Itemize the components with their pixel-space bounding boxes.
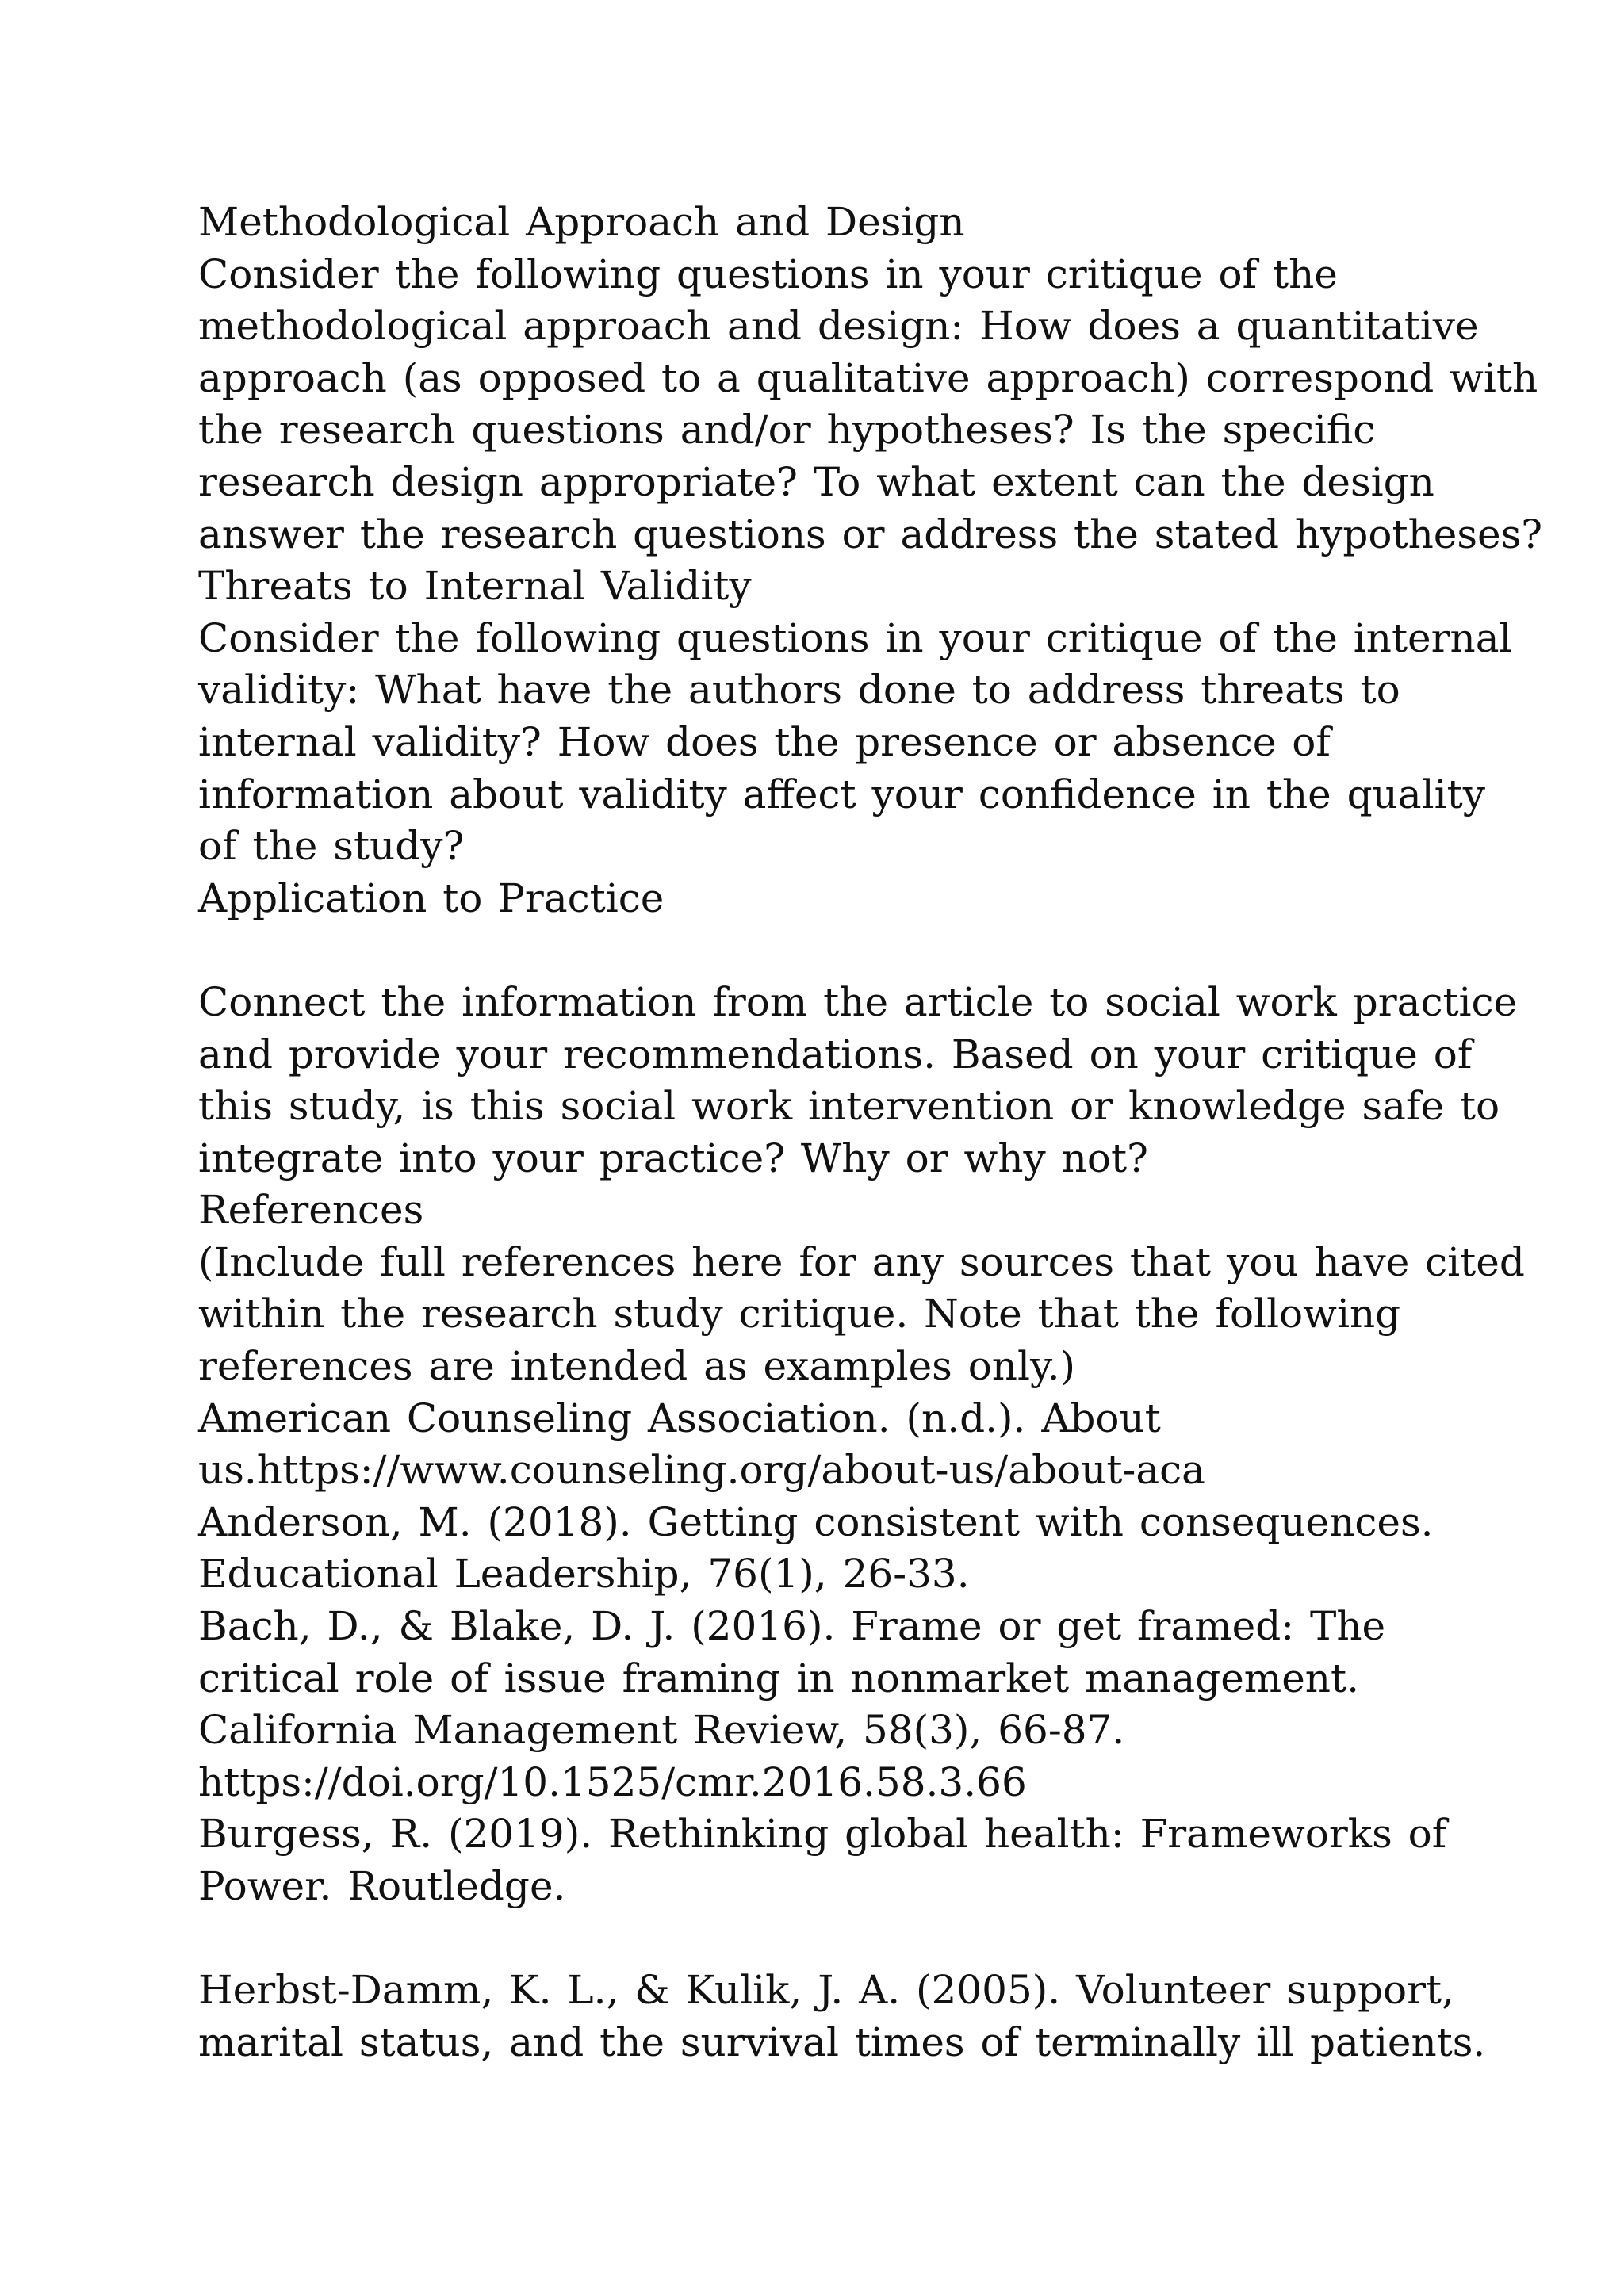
text-line: research design appropriate? To what extent can the design xyxy=(198,458,1434,505)
reference-line: Bach, D., & Blake, D. J. (2016). Frame or get framed: The xyxy=(198,1603,1386,1650)
reference-line: Burgess, R. (2019). Rethinking global health: Frameworks of xyxy=(198,1811,1447,1858)
text-line: internal validity? How does the presence or absence of xyxy=(198,718,1331,765)
text-line: Consider the following questions in your critique of the internal xyxy=(198,614,1512,661)
text-line: references are intended as examples only.) xyxy=(198,1343,1076,1390)
heading-threats-internal-validity: Threats to Internal Validity xyxy=(198,563,752,610)
text-line: integrate into your practice? Why or why not? xyxy=(198,1135,1148,1181)
reference-line: Anderson, M. (2018). Getting consistent with consequences. xyxy=(198,1498,1434,1545)
reference-line: Educational Leadership, 76(1), 26-33. xyxy=(198,1551,970,1598)
text-line: approach (as opposed to a qualitative approach) correspond with xyxy=(198,354,1538,401)
reference-line: Herbst-Damm, K. L., & Kulik, J. A. (2005). Volunteer support, xyxy=(198,1967,1455,2014)
reference-line: California Management Review, 58(3), 66-87. xyxy=(198,1707,1125,1754)
text-line: Consider the following questions in your critique of the xyxy=(198,251,1338,297)
reference-line: https://doi.org/10.1525/cmr.2016.58.3.66 xyxy=(198,1758,1027,1805)
text-line: methodological approach and design: How does a quantitative xyxy=(198,303,1479,350)
reference-line: marital status, and the survival times of terminally ill patients. xyxy=(198,2019,1486,2065)
reference-line: American Counseling Association. (n.d.). About xyxy=(198,1395,1161,1441)
reference-line: Power. Routledge. xyxy=(198,1863,566,1909)
reference-line: us.https://www.counseling.org/about-us/about-aca xyxy=(198,1447,1205,1494)
heading-references: References xyxy=(198,1187,424,1234)
text-line: information about validity affect your confidence in the quality xyxy=(198,771,1485,817)
text-line: the research questions and/or hypotheses? Is the specific xyxy=(198,407,1376,453)
text-line: this study, is this social work intervention or knowledge safe to xyxy=(198,1083,1500,1130)
text-line: (Include full references here for any sources that you have cited xyxy=(198,1238,1525,1285)
blank-line xyxy=(198,924,1483,977)
document-page xyxy=(198,197,1543,2068)
heading-application-to-practice: Application to Practice xyxy=(198,874,665,921)
text-line: Connect the information from the article to social work practice xyxy=(198,978,1518,1025)
text-line: and provide your recommendations. Based on your critique of xyxy=(198,1031,1473,1077)
text-line: within the research study critique. Note that the following xyxy=(198,1291,1401,1337)
text-line: answer the research questions or address the stated hypotheses? xyxy=(198,511,1543,557)
text-line: of the study? xyxy=(198,823,465,870)
reference-line: critical role of issue framing in nonmarket management. xyxy=(198,1655,1359,1701)
text-line: validity: What have the authors done to address threats to xyxy=(198,667,1400,714)
heading-methodological-approach: Methodological Approach and Design xyxy=(198,199,965,245)
blank-line xyxy=(198,1913,1483,1965)
